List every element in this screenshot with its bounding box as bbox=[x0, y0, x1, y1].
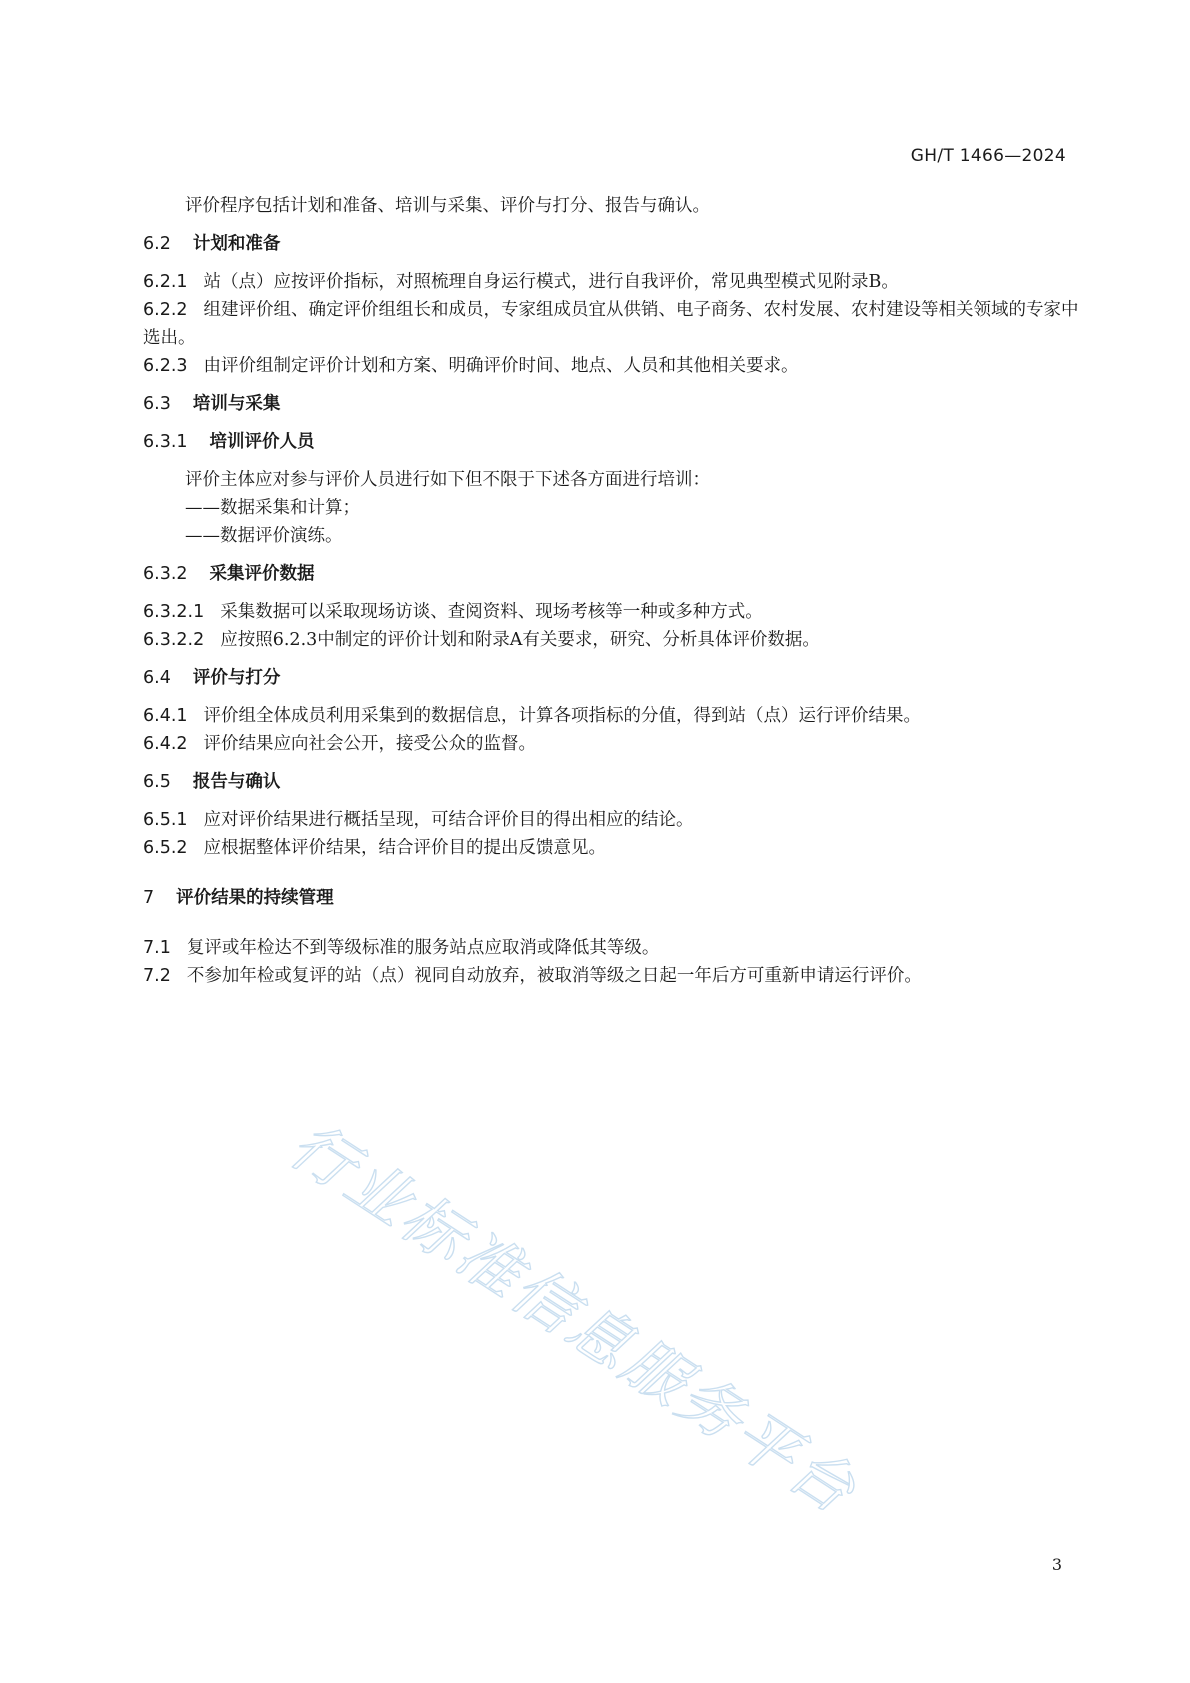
clause-text: 评价结果应向社会公开，接受公众的监督。 bbox=[203, 734, 537, 754]
clause-6-5-2 bbox=[143, 834, 1083, 862]
section-number: 7 bbox=[143, 888, 155, 908]
clause-number: 6.4.2 bbox=[143, 734, 188, 754]
list-item: ——数据采集和计算； bbox=[185, 498, 360, 518]
subsection-heading-6-3-1 bbox=[143, 428, 1083, 456]
section-number: 6.2 bbox=[143, 234, 171, 254]
clause-text: 组建评价组、确定评价组组长和成员，专家组成员宜从供销、电子商务、农村发展、农村建设等相关领域的专家中选出。 bbox=[143, 300, 1079, 348]
section-heading-6-3 bbox=[143, 390, 1083, 418]
clause-number: 6.3.2.2 bbox=[143, 630, 205, 650]
subsection-number: 6.3.1 bbox=[143, 432, 188, 452]
section-heading-7 bbox=[143, 884, 1083, 912]
clause-text: 由评价组制定评价计划和方案、明确评价时间、地点、人员和其他相关要求。 bbox=[203, 356, 799, 376]
clause-number: 7.1 bbox=[143, 938, 171, 958]
clause-6-3-2-2 bbox=[143, 626, 1083, 654]
clause-6-4-1 bbox=[143, 702, 1083, 730]
document-body bbox=[143, 192, 1083, 990]
clause-text: 不参加年检或复评的站（点）视同自动放弃，被取消等级之日起一年后方可重新申请运行评价。 bbox=[186, 966, 922, 986]
clause-number: 7.2 bbox=[143, 966, 171, 986]
training-paragraph: 评价主体应对参与评价人员进行如下但不限于下述各方面进行培训： bbox=[185, 470, 710, 490]
clause-text: 站（点）应按评价指标，对照梳理自身运行模式，进行自我评价，常见典型模式见附录B。 bbox=[203, 272, 899, 292]
clause-6-2-1 bbox=[143, 268, 1083, 296]
section-title: 评价结果的持续管理 bbox=[176, 888, 334, 908]
subsection-title: 培训评价人员 bbox=[209, 432, 315, 452]
clause-text: 复评或年检达不到等级标准的服务站点应取消或降低其等级。 bbox=[186, 938, 660, 958]
clause-text: 应对评价结果进行概括呈现，可结合评价目的得出相应的结论。 bbox=[203, 810, 694, 830]
section-number: 6.3 bbox=[143, 394, 171, 414]
clause-number: 6.4.1 bbox=[143, 706, 188, 726]
section-title: 报告与确认 bbox=[192, 772, 281, 792]
clause-6-2-3 bbox=[143, 352, 1083, 380]
section-title: 计划和准备 bbox=[192, 234, 281, 254]
section-title: 培训与采集 bbox=[192, 394, 281, 414]
list-item: ——数据评价演练。 bbox=[185, 526, 343, 546]
clause-7-1 bbox=[143, 934, 1083, 962]
section-number: 6.5 bbox=[143, 772, 171, 792]
clause-number: 6.2.2 bbox=[143, 300, 188, 320]
section-title: 评价与打分 bbox=[192, 668, 281, 688]
clause-6-2-2 bbox=[143, 296, 1083, 352]
clause-7-2 bbox=[143, 962, 1083, 990]
section-number: 6.4 bbox=[143, 668, 171, 688]
intro-paragraph: 评价程序包括计划和准备、培训与采集、评价与打分、报告与确认。 bbox=[185, 196, 710, 216]
clause-6-4-2 bbox=[143, 730, 1083, 758]
clause-number: 6.5.1 bbox=[143, 810, 188, 830]
subsection-number: 6.3.2 bbox=[143, 564, 188, 584]
watermark: 行业标准信息服务平台 bbox=[277, 1108, 871, 1529]
clause-text: 应根据整体评价结果，结合评价目的提出反馈意见。 bbox=[203, 838, 607, 858]
clause-number: 6.5.2 bbox=[143, 838, 188, 858]
clause-number: 6.2.3 bbox=[143, 356, 188, 376]
clause-text: 采集数据可以采取现场访谈、查阅资料、现场考核等一种或多种方式。 bbox=[220, 602, 763, 622]
subsection-title: 采集评价数据 bbox=[209, 564, 315, 584]
clause-6-5-1 bbox=[143, 806, 1083, 834]
section-heading-6-4 bbox=[143, 664, 1083, 692]
standard-code: GH/T 1466—2024 bbox=[910, 146, 1066, 166]
clause-6-3-2-1 bbox=[143, 598, 1083, 626]
clause-text: 评价组全体成员利用采集到的数据信息，计算各项指标的分值，得到站（点）运行评价结果。 bbox=[203, 706, 922, 726]
clause-text: 应按照6.2.3中制定的评价计划和附录A有关要求，研究、分析具体评价数据。 bbox=[220, 630, 820, 650]
section-heading-6-5 bbox=[143, 768, 1083, 796]
page-number: 3 bbox=[1051, 1555, 1062, 1574]
subsection-heading-6-3-2 bbox=[143, 560, 1083, 588]
clause-number: 6.2.1 bbox=[143, 272, 188, 292]
section-heading-6-2 bbox=[143, 230, 1083, 258]
clause-number: 6.3.2.1 bbox=[143, 602, 205, 622]
